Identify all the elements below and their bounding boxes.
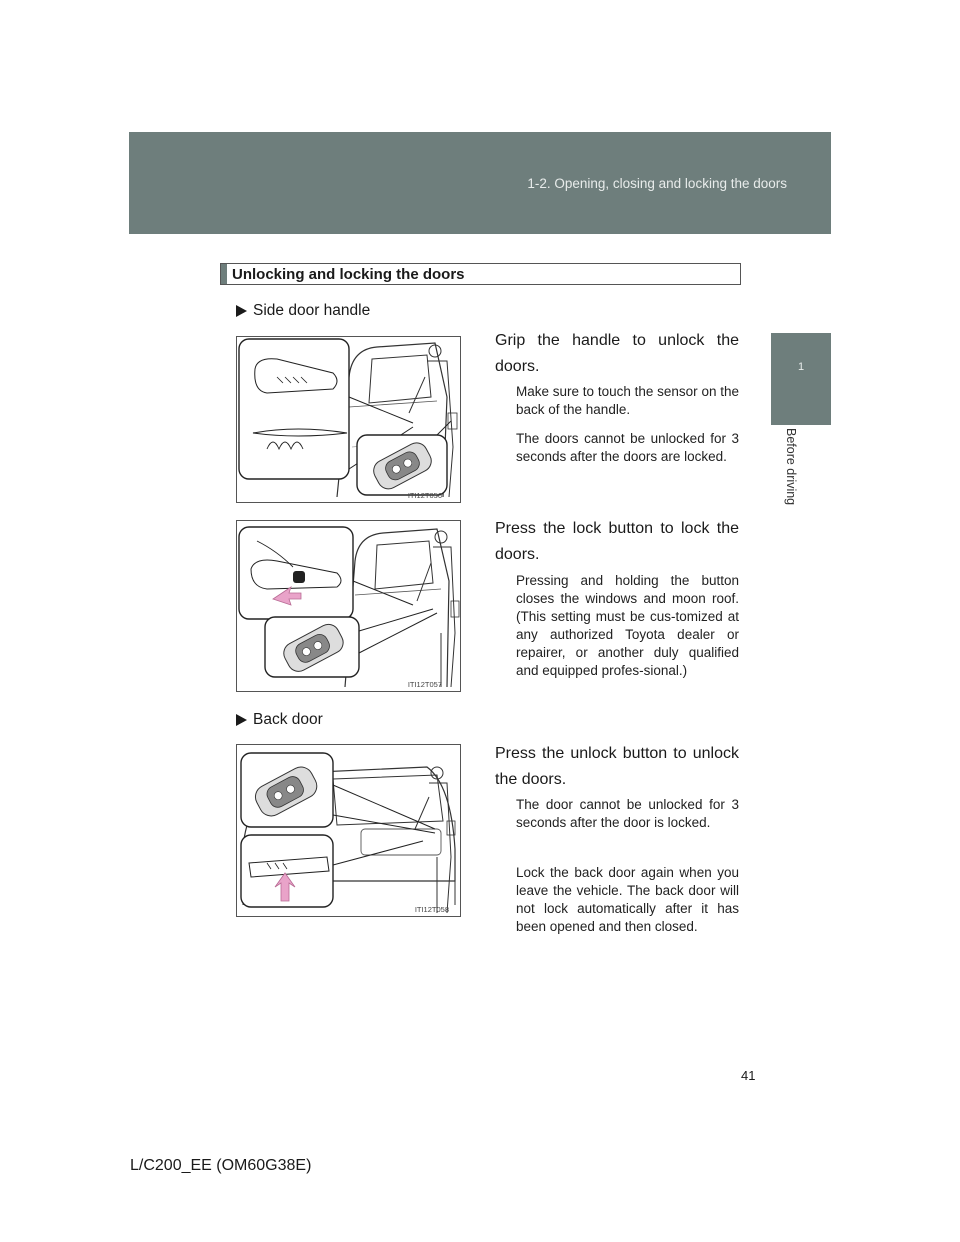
note-back-unlock-delay: The door cannot be unlocked for 3 seconds after the door is locked. bbox=[516, 797, 739, 830]
note-hold-button: Pressing and holding the button closes the windows and moon roof. (This setting must be cus-tomized at any authorized Toyota dealer or repairer, or another duly qualified and equipped profes-sional.) bbox=[516, 573, 739, 678]
note-back-relock: Lock the back door again when you leave the vehicle. The back door will not lock automatically after it has been opened and then closed. bbox=[516, 865, 739, 934]
figure-side-door-unlock bbox=[236, 336, 461, 503]
header-band bbox=[129, 132, 831, 234]
note-sensor: Make sure to touch the sensor on the back of the handle. bbox=[516, 384, 739, 417]
figure-side-door-lock bbox=[236, 520, 461, 692]
step-unlock-side: Grip the handle to unlock the doors. bbox=[495, 332, 739, 375]
bullet-back-door: Back door bbox=[236, 711, 323, 729]
document-code: L/C200_EE (OM60G38E) bbox=[130, 1157, 312, 1174]
figure-code: ITI12T056 bbox=[407, 491, 442, 500]
note-unlock-delay: The doors cannot be unlocked for 3 seconds after the doors are locked. bbox=[516, 431, 739, 464]
step-lock-side: Press the lock button to lock the doors. bbox=[495, 520, 739, 563]
heading-accent-bar bbox=[221, 264, 227, 284]
triangle-bullet-icon bbox=[236, 305, 247, 317]
step-unlock-back: Press the unlock button to unlock the doors. bbox=[495, 745, 739, 788]
figure-code: ITI12T057 bbox=[407, 680, 442, 689]
page-number: 41 bbox=[741, 1068, 756, 1083]
section-title: 1-2. Opening, closing and locking the doors bbox=[527, 176, 787, 191]
triangle-bullet-icon bbox=[236, 714, 247, 726]
bullet-side-door: Side door handle bbox=[236, 302, 370, 320]
section-heading: Unlocking and locking the doors bbox=[220, 263, 741, 285]
figure-code: ITI12T058 bbox=[414, 905, 449, 914]
chapter-number: 1 bbox=[797, 361, 805, 373]
chapter-label: Before driving bbox=[784, 428, 798, 506]
figure-back-door-unlock bbox=[236, 744, 461, 917]
chapter-tab bbox=[771, 333, 831, 425]
